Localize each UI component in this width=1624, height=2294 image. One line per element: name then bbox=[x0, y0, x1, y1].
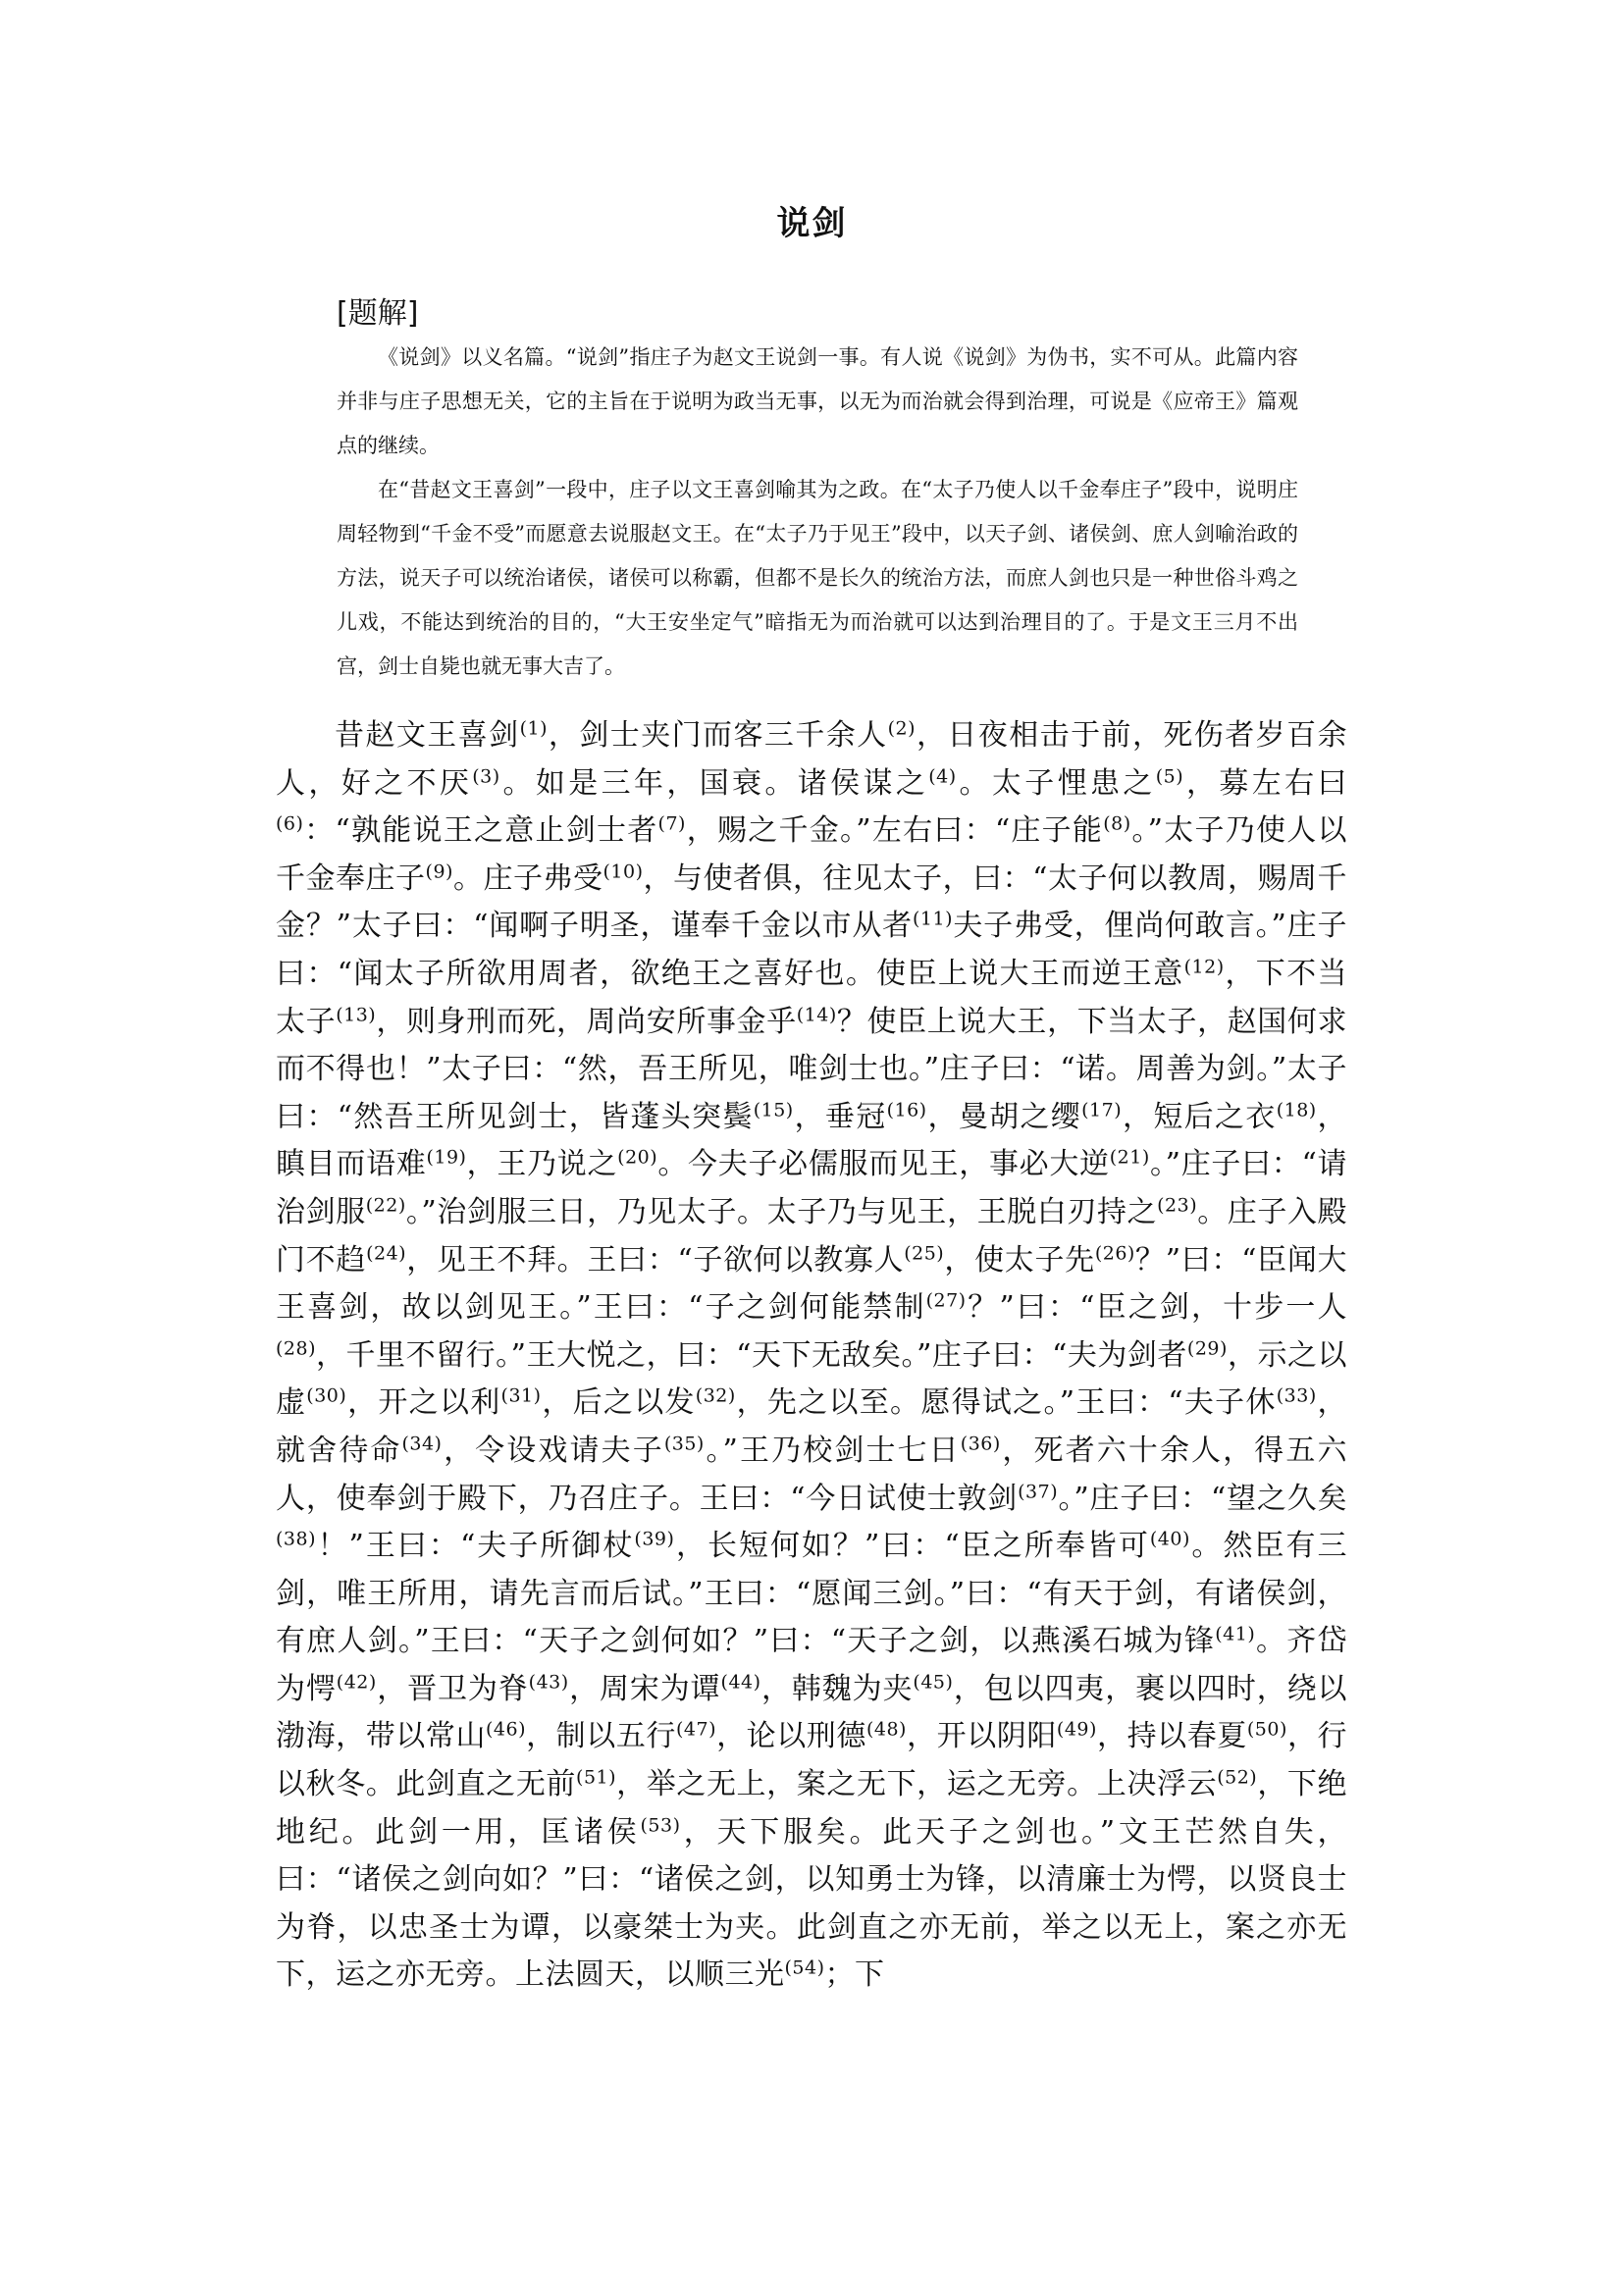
page-title: 说剑 bbox=[776, 204, 848, 243]
footnote-marker: (27) bbox=[925, 1289, 967, 1312]
text-run: 。太子悝患之 bbox=[956, 765, 1156, 801]
text-run: ，募左右曰 bbox=[1183, 765, 1348, 801]
text-run: ，下绝地纪。此剑一用，匡诸侯 bbox=[276, 1767, 1348, 1850]
text-run: ，长短何如？”曰：“臣之所奉皆可 bbox=[674, 1529, 1150, 1564]
main-text bbox=[276, 712, 1347, 2000]
text-run: ，与使者俱，往见太子，曰：“太子何以教周，赐周千金？”太子曰：“闻啊子明圣，谨奉千金以市从者 bbox=[276, 860, 1348, 944]
footnote-marker: (20) bbox=[617, 1146, 658, 1169]
text-run: ，瞋目而语难 bbox=[276, 1099, 1348, 1182]
intro-paragraph: 《说剑》以义名篇。“说剑”指庄子为赵文王说剑一事。有人说《说剑》为伪书，实不可从。此篇内容并非与庄子思想无关，它的主旨在于说明为政当无事，以无为而治就会得到治理，可说是《应帝王》篇观点的继续。 bbox=[337, 345, 1298, 457]
text-run: ，持以春夏 bbox=[1096, 1719, 1247, 1754]
footnote-marker: (16) bbox=[886, 1099, 927, 1121]
footnote-marker: (21) bbox=[1109, 1146, 1150, 1169]
text-run: ？使臣上说大王，下当太子，赵国何求而不得也！”太子曰：“然，吾王所见，唯剑士也。”庄子曰：“诺。周善为剑。”太子曰：“然吾王所见剑士，皆蓬头突鬓 bbox=[276, 1004, 1348, 1134]
text-run: 。齐岱为愕 bbox=[276, 1624, 1348, 1706]
text-run: ，晋卫为脊 bbox=[376, 1671, 529, 1706]
text-run: ；下 bbox=[824, 1957, 885, 1993]
footnote-marker: (24) bbox=[366, 1242, 407, 1265]
text-run: ，开以阴阳 bbox=[906, 1719, 1057, 1754]
footnote-marker: (48) bbox=[865, 1719, 907, 1742]
footnote-marker: (41) bbox=[1215, 1623, 1256, 1645]
footnote-marker: (42) bbox=[336, 1671, 377, 1694]
footnote-marker: (8) bbox=[1103, 812, 1131, 835]
text-run: 。”治剑服三日，乃见太子。太子乃与见王，王脱白刃持之 bbox=[405, 1194, 1158, 1229]
footnote-marker: (37) bbox=[1018, 1481, 1059, 1503]
footnote-marker: (9) bbox=[425, 860, 453, 883]
text-run: ，死者六十余人，得五六人，使奉剑于殿下，乃召庄子。王曰：“今日试使士敦剑 bbox=[276, 1433, 1347, 1516]
text-run: 。庄子入殿门不趋 bbox=[276, 1194, 1348, 1277]
text-run: ，令设戏请夫子 bbox=[442, 1433, 664, 1468]
footnote-marker: (29) bbox=[1186, 1337, 1228, 1360]
footnote-marker: (36) bbox=[960, 1433, 1001, 1455]
text-run: 。”庄子曰：“望之久矣 bbox=[1058, 1481, 1347, 1516]
text-run: ：“孰能说王之意止剑士者 bbox=[303, 813, 658, 849]
footnote-marker: (51) bbox=[576, 1766, 617, 1789]
footnote-marker: (44) bbox=[720, 1671, 761, 1694]
text-run: ，就舍待命 bbox=[276, 1385, 1348, 1468]
text-run: ，剑士夹门而客三千余人 bbox=[547, 718, 888, 753]
text-run: ，示之以虚 bbox=[276, 1337, 1347, 1421]
footnote-marker: (26) bbox=[1094, 1242, 1135, 1265]
footnote-marker: (1) bbox=[519, 717, 548, 740]
text-run: ，日夜相击于前，死伤者岁百余人，好之不厌 bbox=[276, 718, 1348, 801]
text-run: 。”庄子曰：“请治剑服 bbox=[276, 1147, 1348, 1229]
text-run: ，短后之衣 bbox=[1122, 1099, 1277, 1134]
footnote-marker: (43) bbox=[528, 1671, 569, 1694]
text-run: ，垂冠 bbox=[793, 1099, 887, 1134]
text-run: 。庄子弗受 bbox=[452, 860, 603, 896]
footnote-marker: (12) bbox=[1183, 956, 1225, 978]
footnote-marker: (49) bbox=[1056, 1719, 1097, 1742]
footnote-marker: (52) bbox=[1217, 1766, 1258, 1789]
footnote-marker: (3) bbox=[472, 765, 500, 788]
footnote-marker: (15) bbox=[753, 1099, 794, 1121]
footnote-marker: (54) bbox=[784, 1957, 825, 1979]
text-run: ？”曰：“臣闻大王喜剑，故以剑见王。”王曰：“子之剑何能禁制 bbox=[276, 1242, 1348, 1326]
main-paragraph bbox=[276, 712, 1347, 2000]
footnote-marker: (22) bbox=[365, 1194, 406, 1217]
footnote-marker: (46) bbox=[486, 1719, 527, 1742]
text-run: ！”王曰：“夫子所御杖 bbox=[316, 1529, 635, 1564]
footnote-marker: (28) bbox=[276, 1337, 317, 1360]
text-run: ，论以刑德 bbox=[716, 1719, 866, 1754]
footnote-marker: (19) bbox=[426, 1146, 467, 1169]
text-run: ，天下服矣。此天子之剑也。”文王芒然自失，曰：“诸侯之剑向如？”曰：“诸侯之剑，以知勇士为锋，以清廉士为愕，以贤良士为脊，以忠圣士为谭，以豪桀士为夹。此剑直之亦无前，举之以无上，案之亦无下，运之亦无旁。上法圆天，以顺三光 bbox=[276, 1814, 1348, 1993]
footnote-marker: (32) bbox=[695, 1384, 736, 1407]
text-run: ，见王不拜。王曰：“子欲何以教寡人 bbox=[406, 1242, 905, 1277]
text-run: ，王乃说之 bbox=[466, 1147, 618, 1182]
footnote-marker: (35) bbox=[663, 1433, 705, 1455]
text-run: ，开之以利 bbox=[346, 1385, 501, 1421]
text-run: ，曼胡之缨 bbox=[926, 1099, 1082, 1134]
text-run: 。”太子乃使人以千金奉庄子 bbox=[276, 813, 1347, 896]
footnote-marker: (13) bbox=[336, 1004, 377, 1026]
footnote-marker: (14) bbox=[796, 1004, 837, 1026]
text-run: ，周宋为谭 bbox=[568, 1671, 721, 1706]
text-run: ，举之无上，案之无下，运之无旁。上决浮云 bbox=[616, 1767, 1218, 1802]
footnote-marker: (45) bbox=[913, 1671, 954, 1694]
text-run: ？”曰：“臣之剑，十步一人 bbox=[966, 1290, 1347, 1326]
text-run: ，韩魏为夹 bbox=[760, 1671, 914, 1706]
footnote-marker: (5) bbox=[1155, 765, 1184, 788]
text-run: ，下不当太子 bbox=[276, 956, 1347, 1039]
text-run: 夫子弗受，俚尚何敢言。”庄子曰：“闻太子所欲用周者，欲绝王之喜好也。使臣上说大王而逆王意 bbox=[276, 909, 1347, 991]
text-run: ，行以秋冬。此剑直之无前 bbox=[276, 1719, 1348, 1802]
footnote-marker: (40) bbox=[1149, 1528, 1190, 1550]
text-run: ，使太子先 bbox=[944, 1242, 1095, 1277]
footnote-marker: (4) bbox=[928, 765, 957, 788]
text-run: ，千里不留行。”王大悦之，曰：“天下无敌矣。”庄子曰：“夫为剑者 bbox=[316, 1337, 1187, 1373]
footnote-marker: (17) bbox=[1081, 1099, 1123, 1121]
footnote-marker: (39) bbox=[634, 1528, 675, 1550]
footnote-marker: (11) bbox=[912, 908, 953, 930]
footnote-marker: (47) bbox=[675, 1719, 716, 1742]
footnote-marker: (31) bbox=[500, 1384, 542, 1407]
footnote-marker: (18) bbox=[1276, 1099, 1317, 1121]
intro-block bbox=[337, 336, 1298, 689]
text-run: ，先之以至。愿得试之。”王曰：“夫子休 bbox=[735, 1385, 1277, 1421]
text-run: 。然臣有三剑，唯王所用，请先言而后试。”王曰：“愿闻三剑。”曰：“有天于剑，有诸侯剑，有庶人剑。”王曰：“天子之剑何如？”曰：“天子之剑，以燕溪石城为锋 bbox=[276, 1529, 1347, 1659]
footnote-marker: (6) bbox=[276, 812, 304, 835]
text-run: ，后之以发 bbox=[541, 1385, 696, 1421]
text-run: ，包以四夷，裹以四时，绕以渤海，带以常山 bbox=[276, 1671, 1348, 1754]
section-heading: [题解] bbox=[337, 296, 419, 331]
text-run: ，则身刑而死，周尚安所事金乎 bbox=[376, 1004, 797, 1039]
footnote-marker: (50) bbox=[1246, 1719, 1287, 1742]
text-run: 。”王乃校剑士七日 bbox=[704, 1433, 961, 1468]
intro-paragraph: 在“昔赵文王喜剑”一段中，庄子以文王喜剑喻其为之政。在“太子乃使人以千金奉庄子”段中，说明庄周轻物到“千金不受”而愿意去说服赵文王。在“太子乃于见王”段中，以天子剑、诸侯剑、庶人剑喻治政的方法，说天子可以统治诸侯，诸侯可以称霸，但都不是长久的统治方法，而庶人剑也只是一种世俗斗鸡之儿戏，不能达到统治的目的，“大王安坐定气”暗指无为而治就可以达到治理目的了。于是文王三月不出宫，剑士自毙也就无事大吉了。 bbox=[337, 478, 1298, 678]
text-run: 。今夫子必儒服而见王，事必大逆 bbox=[657, 1147, 1110, 1182]
footnote-marker: (30) bbox=[306, 1384, 347, 1407]
footnote-marker: (23) bbox=[1157, 1194, 1198, 1217]
footnote-marker: (38) bbox=[276, 1528, 317, 1550]
footnote-marker: (2) bbox=[887, 717, 917, 740]
footnote-marker: (33) bbox=[1276, 1384, 1317, 1407]
footnote-marker: (7) bbox=[657, 812, 686, 835]
footnote-marker: (34) bbox=[401, 1433, 443, 1455]
footnote-marker: (53) bbox=[640, 1814, 681, 1837]
text-run: 。如是三年，国衰。诸侯谋之 bbox=[499, 765, 929, 801]
text-run: ，制以五行 bbox=[526, 1719, 676, 1754]
footnote-marker: (25) bbox=[904, 1242, 945, 1265]
text-run: ，赐之千金。”左右曰：“庄子能 bbox=[685, 813, 1104, 849]
text-run: 昔赵文王喜剑 bbox=[335, 718, 520, 753]
footnote-marker: (10) bbox=[602, 860, 644, 883]
